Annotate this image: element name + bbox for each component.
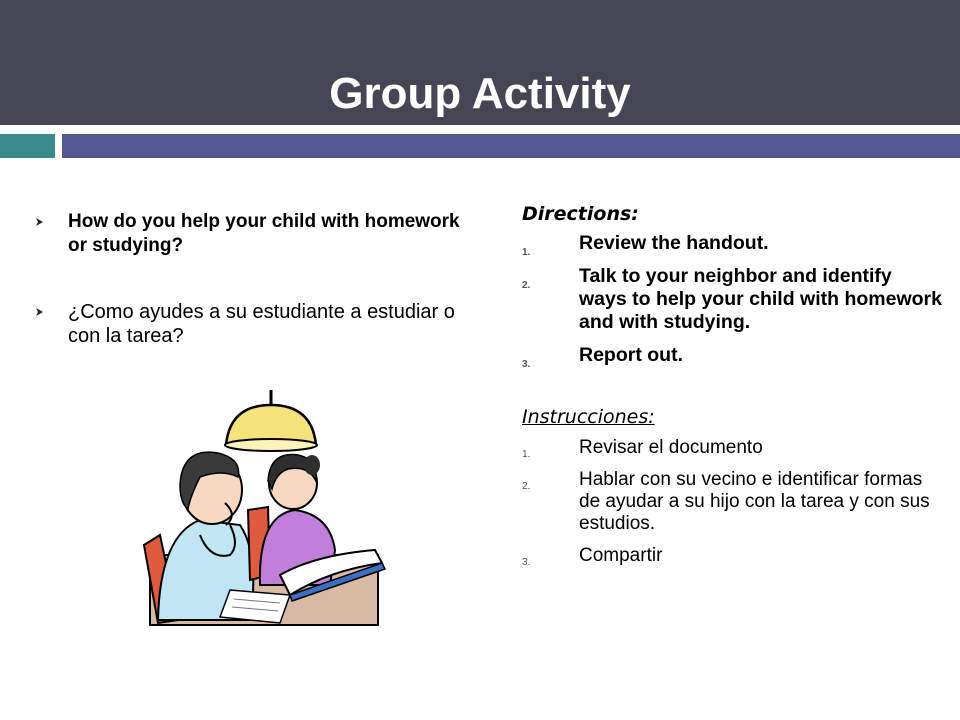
- question-english: [30, 210, 470, 258]
- arrow-bullet-icon: [34, 300, 46, 324]
- list-item: 3. Compartir: [522, 545, 663, 568]
- accent-bar-teal: [0, 134, 55, 158]
- instrucciones-list: [522, 437, 942, 567]
- question-text: ¿Como ayudes a su estudiante a estudiar o con la tarea?: [68, 301, 455, 347]
- list-item: 2. Hablar con su vecino e identificar formas de ayudar a su hijo con la tarea y con sus estudios.: [522, 469, 930, 534]
- directions-list: [522, 232, 942, 370]
- question-text: How do you help your child with homework or studying?: [68, 211, 460, 256]
- directions-heading: Directions:: [522, 203, 639, 225]
- question-spanish: [30, 300, 470, 348]
- list-item: 1. Review the handout.: [522, 232, 769, 258]
- instrucciones-heading: Instrucciones:: [522, 406, 655, 428]
- directions-column: [522, 200, 942, 567]
- parent-child-homework-clipart: [130, 385, 390, 630]
- list-item: 1. Revisar el documento: [522, 437, 763, 460]
- slide-title: Group Activity: [329, 69, 631, 118]
- arrow-bullet-icon: [34, 210, 46, 234]
- questions-column: [30, 210, 470, 348]
- list-item: 2. Talk to your neighbor and identify ways to help your child with homework and with studying.: [522, 265, 942, 333]
- accent-bar-blue: [62, 134, 960, 158]
- list-item: 3. Report out.: [522, 344, 683, 370]
